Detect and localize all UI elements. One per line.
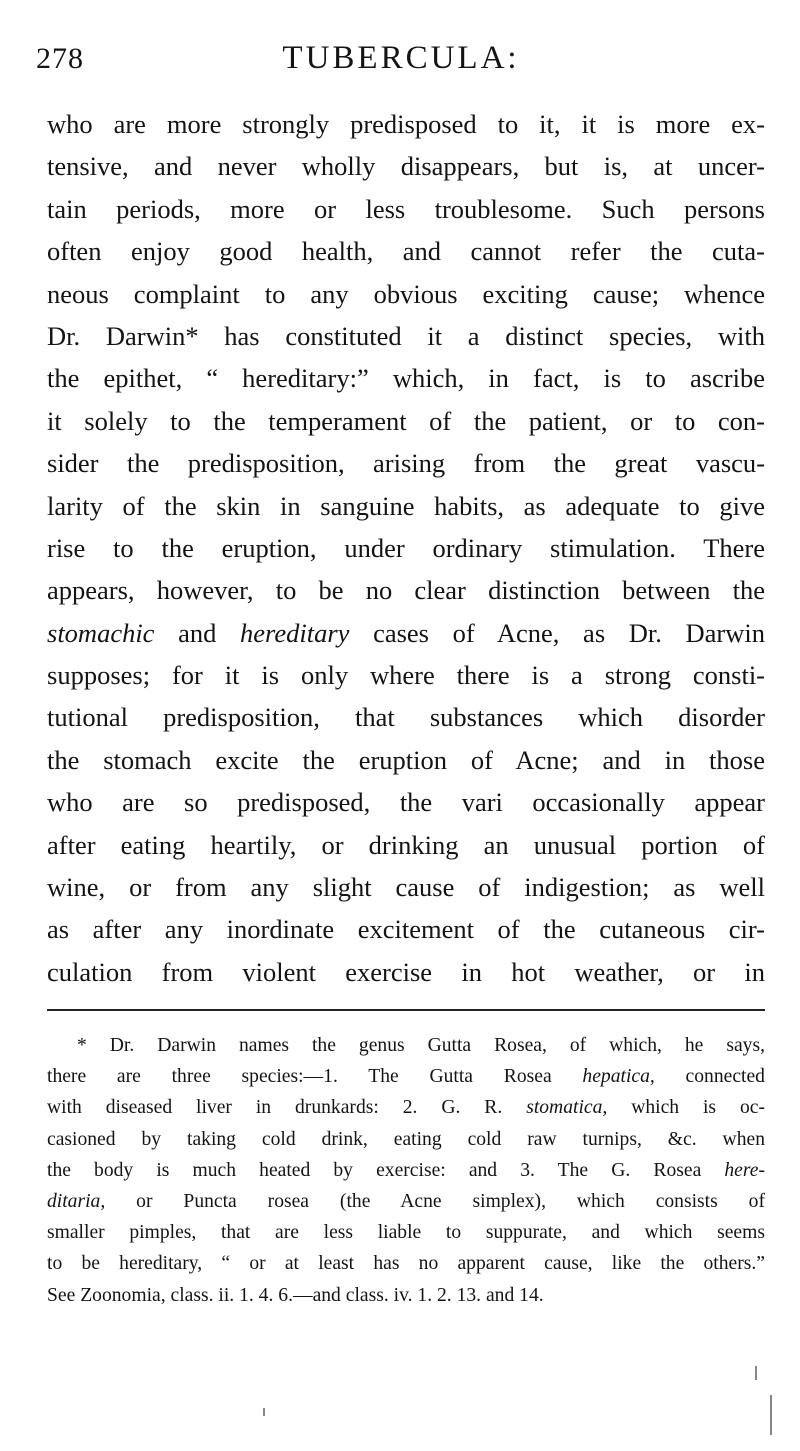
text-segment: smaller pimples, that are less liable to suppurate, and which seems [47,1222,765,1244]
text-segment: sider the predisposition, arising from the great vascu- [47,448,765,479]
text-segment: who are so predisposed, the vari occasionally appear [47,787,765,818]
body-line [47,824,765,866]
text-segment: there are three species:—1. The Gutta Rosea [47,1066,583,1088]
text-segment: with diseased liver in drunkards: 2. G. R. [47,1097,527,1119]
italic-text: hepatica, [582,1066,655,1088]
text-segment: the body is much heated by exercise: and 3. The G. Rosea [47,1159,725,1181]
body-line [47,654,765,696]
text-segment: rise to the eruption, under ordinary stimulation. There [47,532,765,563]
body-line [47,188,765,230]
body-line [47,612,765,654]
footnote-line [47,1124,765,1155]
body-line [47,145,765,187]
scan-mark [770,1395,772,1435]
italic-text: stomatica, [526,1097,608,1119]
footnote-line [47,1186,765,1217]
text-segment: the stomach excite the eruption of Acne; and in those [47,744,765,775]
scan-mark [755,1366,757,1380]
body-line [47,442,765,484]
footnote-line [47,1061,765,1092]
italic-text: ditaria, [47,1190,106,1212]
footnote-line [47,1217,765,1248]
text-segment: to be hereditary, “ or at least has no apparent cause, like the others.” [47,1253,765,1275]
italic-text: hereditary [240,617,350,648]
body-line [47,230,765,272]
footnote-line [47,1155,765,1186]
body-line [47,273,765,315]
text-segment: connected [654,1066,765,1088]
body-line [47,739,765,781]
body-text [47,103,765,993]
body-line [47,696,765,738]
text-segment: supposes; for it is only where there is a strong consti- [47,660,765,691]
text-segment: appears, however, to be no clear distinction between the [47,575,765,606]
text-segment: See Zoonomia, class. ii. 1. 4. 6.—and class. iv. 1. 2. 13. and 14. [47,1284,544,1306]
text-segment: larity of the skin in sanguine habits, as adequate to give [47,490,765,521]
footnote-line [47,1280,765,1311]
text-segment: and [154,617,241,648]
body-line [47,485,765,527]
text-segment: who are more strongly predisposed to it, it is more ex- [47,109,765,139]
text-segment: neous complaint to any obvious exciting cause; whence [47,278,765,309]
body-line [47,357,765,399]
footnote-line [47,1030,765,1061]
footnote-line [47,1248,765,1279]
text-segment: which is oc- [607,1097,765,1119]
text-segment: cases of Acne, as Dr. Darwin [349,617,766,648]
text-segment: tutional predisposition, that substances which disorder [47,702,765,733]
body-line [47,908,765,950]
body-line [47,569,765,611]
body-line [47,400,765,442]
body-line [47,781,765,823]
running-head: TUBERCULA: [282,40,520,76]
footnote-line [47,1092,765,1123]
text-segment: wine, or from any slight cause of indigestion; as well [47,872,765,903]
footnote [47,1030,765,1311]
text-segment: * Dr. Darwin names the genus Gutta Rosea, of which, he says, [77,1035,765,1056]
page-number: 278 [36,42,84,75]
text-segment: culation from violent exercise in hot weather, or in [47,956,765,987]
text-segment: the epithet, “ hereditary:” which, in fact, is to ascribe [47,363,765,394]
body-line [47,527,765,569]
text-segment: or Puncta rosea (the Acne simplex), which consists of [105,1190,765,1212]
text-segment: casioned by taking cold drink, eating cold raw turnips, &c. when [47,1128,765,1150]
scan-mark [263,1408,265,1416]
text-segment: Dr. Darwin* has constituted it a distinct species, with [47,320,765,351]
italic-text: stomachic [47,617,155,648]
italic-text: here- [724,1159,765,1181]
body-line [47,315,765,357]
body-line [47,951,765,993]
text-segment: often enjoy good health, and cannot refer the cuta- [47,236,765,267]
text-segment: tensive, and never wholly disappears, but is, at uncer- [47,151,765,182]
body-line [47,866,765,908]
page-header [36,40,766,84]
body-line [47,103,765,145]
text-segment: tain periods, more or less troublesome. Such persons [47,193,765,224]
text-segment: after eating heartily, or drinking an unusual portion of [47,829,765,860]
text-segment: it solely to the temperament of the patient, or to con- [47,405,765,436]
footnote-rule [47,1009,765,1011]
text-segment: as after any inordinate excitement of the cutaneous cir- [47,914,765,945]
